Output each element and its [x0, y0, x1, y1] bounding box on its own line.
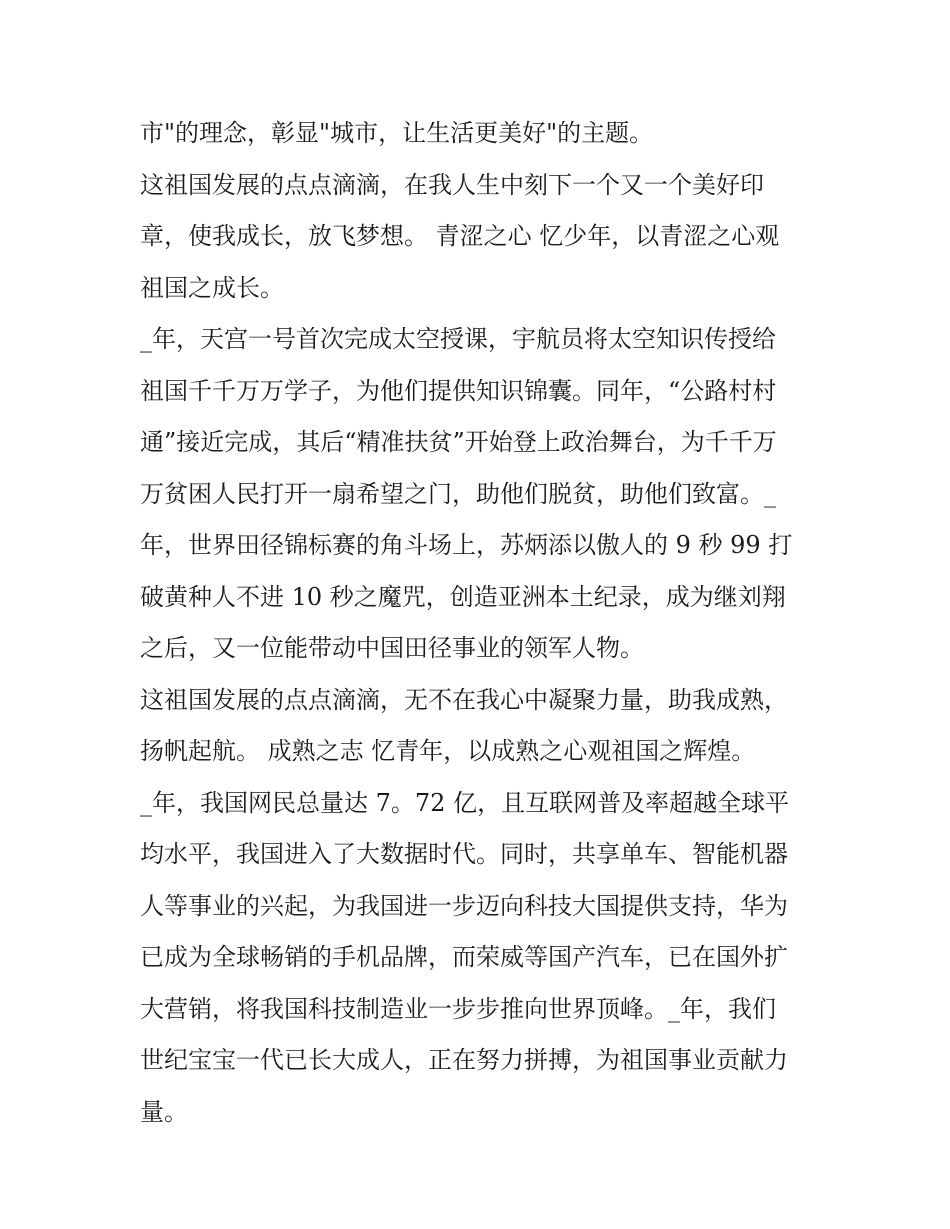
text-line: 已成为全球畅销的手机品牌，而荣威等国产汽车，已在国外扩 — [140, 943, 788, 971]
text-line: 之后，又一位能带动中国田径事业的领军人物。 — [140, 634, 644, 662]
text-line: 万贫困人民打开一扇希望之门，助他们脱贫，助他们致富。_ — [140, 479, 776, 508]
text-line: 扬帆起航。 成熟之志 忆青年，以成熟之心观祖国之辉煌。 — [140, 737, 756, 765]
text-line: 祖国之成长。 — [140, 273, 284, 302]
text-line: 市"的理念，彰显"城市，让生活更美好"的主题。 — [140, 119, 654, 147]
text-line: _年，天宫一号首次完成太空授课，宇航员将太空知识传授给 — [140, 325, 776, 353]
text-line: 量。 — [140, 1097, 188, 1126]
essay-body — [140, 108, 830, 1138]
text-line: 年，世界田径锦标赛的角斗场上，苏炳添以傲人的 9 秒 99 打 — [140, 531, 793, 559]
text-line: 这祖国发展的点点滴滴，在我人生中刻下一个又一个美好印 — [140, 170, 764, 199]
text-line: 这祖国发展的点点滴滴，无不在我心中凝聚力量，助我成熟， — [140, 685, 788, 714]
text-line: 破黄种人不进 10 秒之魔咒，创造亚洲本土纪录，成为继刘翔 — [140, 582, 786, 611]
text-line: 均水平，我国进入了大数据时代。同时，共享单车、智能机器 — [140, 840, 788, 868]
text-line: 祖国千千万万学子，为他们提供知识锦囊。同年，“公路村村 — [140, 376, 777, 405]
text-line: _年，我国网民总量达 7。72 亿，且互联网普及率超越全球平 — [140, 788, 790, 817]
text-line: 世纪宝宝一代已长大成人，正在努力拼搏，为祖国事业贡献力 — [140, 1046, 788, 1074]
text-line: 通”接近完成，其后“精准扶贫”开始登上政治舞台，为千千万 — [140, 428, 777, 456]
text-line: 人等事业的兴起，为我国进一步迈向科技大国提供支持，华为 — [140, 891, 788, 920]
text-line: 章，使我成长，放飞梦想。 青涩之心 忆少年，以青涩之心观 — [140, 222, 780, 250]
text-line: 大营销，将我国科技制造业一步步推向世界顶峰。_年，我们 — [140, 994, 776, 1023]
